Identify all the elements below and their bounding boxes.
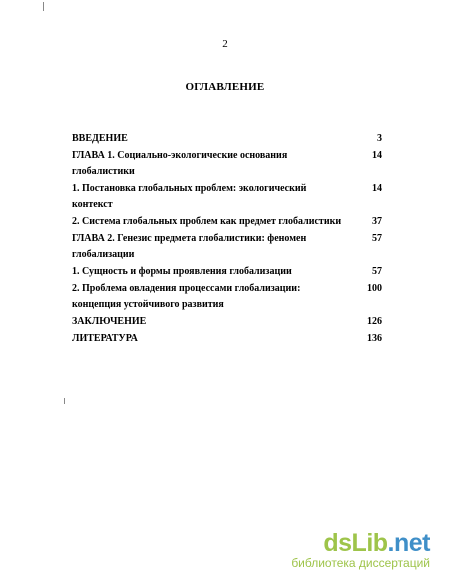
page-number: 2 bbox=[222, 38, 228, 50]
logo-part-2: .net bbox=[387, 529, 430, 557]
toc-entry-label: 1. Сущность и формы проявления глобализации bbox=[72, 266, 292, 277]
toc-title: ОГЛАВЛЕНИЕ bbox=[185, 81, 265, 93]
toc-entry-section-1-2[interactable] bbox=[72, 214, 382, 230]
scan-mark bbox=[43, 2, 44, 11]
toc-entry-label: 2. Система глобальных проблем как предмет глобалистики bbox=[72, 216, 342, 227]
toc-entry-label: ЛИТЕРАТУРА bbox=[72, 333, 138, 344]
toc-entry-section-2-1[interactable] bbox=[72, 264, 382, 280]
toc-entry-page: 57 bbox=[372, 233, 382, 244]
toc-entry-label: ГЛАВА 1. Социально-экологические основания глобалистики bbox=[72, 150, 288, 177]
toc-entry-label: ГЛАВА 2. Генезис предмета глобалистики: феномен глобализации bbox=[72, 233, 307, 260]
logo-part-1: dsLib bbox=[323, 529, 388, 557]
toc-entry-page: 100 bbox=[367, 283, 382, 294]
toc-entry-page: 14 bbox=[372, 183, 382, 194]
toc-entry-introduction[interactable] bbox=[72, 131, 382, 147]
toc-entry-chapter-2[interactable] bbox=[72, 231, 382, 263]
toc-entry-page: 126 bbox=[367, 316, 382, 327]
toc-entry-label: 2. Проблема овладения процессами глобализации: концепция устойчивого развития bbox=[72, 283, 301, 310]
toc-entry-page: 37 bbox=[372, 216, 382, 227]
toc-entry-literature[interactable] bbox=[72, 331, 382, 347]
toc-entry-label: 1. Постановка глобальных проблем: экологический контекст bbox=[72, 183, 307, 210]
toc-entry-label: ВВЕДЕНИЕ bbox=[72, 133, 128, 144]
toc-entry-label: ЗАКЛЮЧЕНИЕ bbox=[72, 316, 147, 327]
toc-entry-conclusion[interactable] bbox=[72, 314, 382, 330]
dslib-watermark bbox=[291, 530, 430, 570]
toc-entry-section-1-1[interactable] bbox=[72, 181, 382, 213]
toc-entry-page: 3 bbox=[377, 133, 382, 144]
toc-entry-page: 136 bbox=[367, 333, 382, 344]
toc-entry-page: 57 bbox=[372, 266, 382, 277]
dslib-logo bbox=[291, 530, 430, 556]
scan-mark bbox=[64, 398, 65, 404]
toc-entry-section-2-2[interactable] bbox=[72, 281, 382, 313]
toc-entry-chapter-1[interactable] bbox=[72, 148, 382, 180]
watermark-subtitle: библиотека диссертаций bbox=[291, 556, 430, 570]
table-of-contents bbox=[72, 131, 382, 348]
toc-entry-page: 14 bbox=[372, 150, 382, 161]
